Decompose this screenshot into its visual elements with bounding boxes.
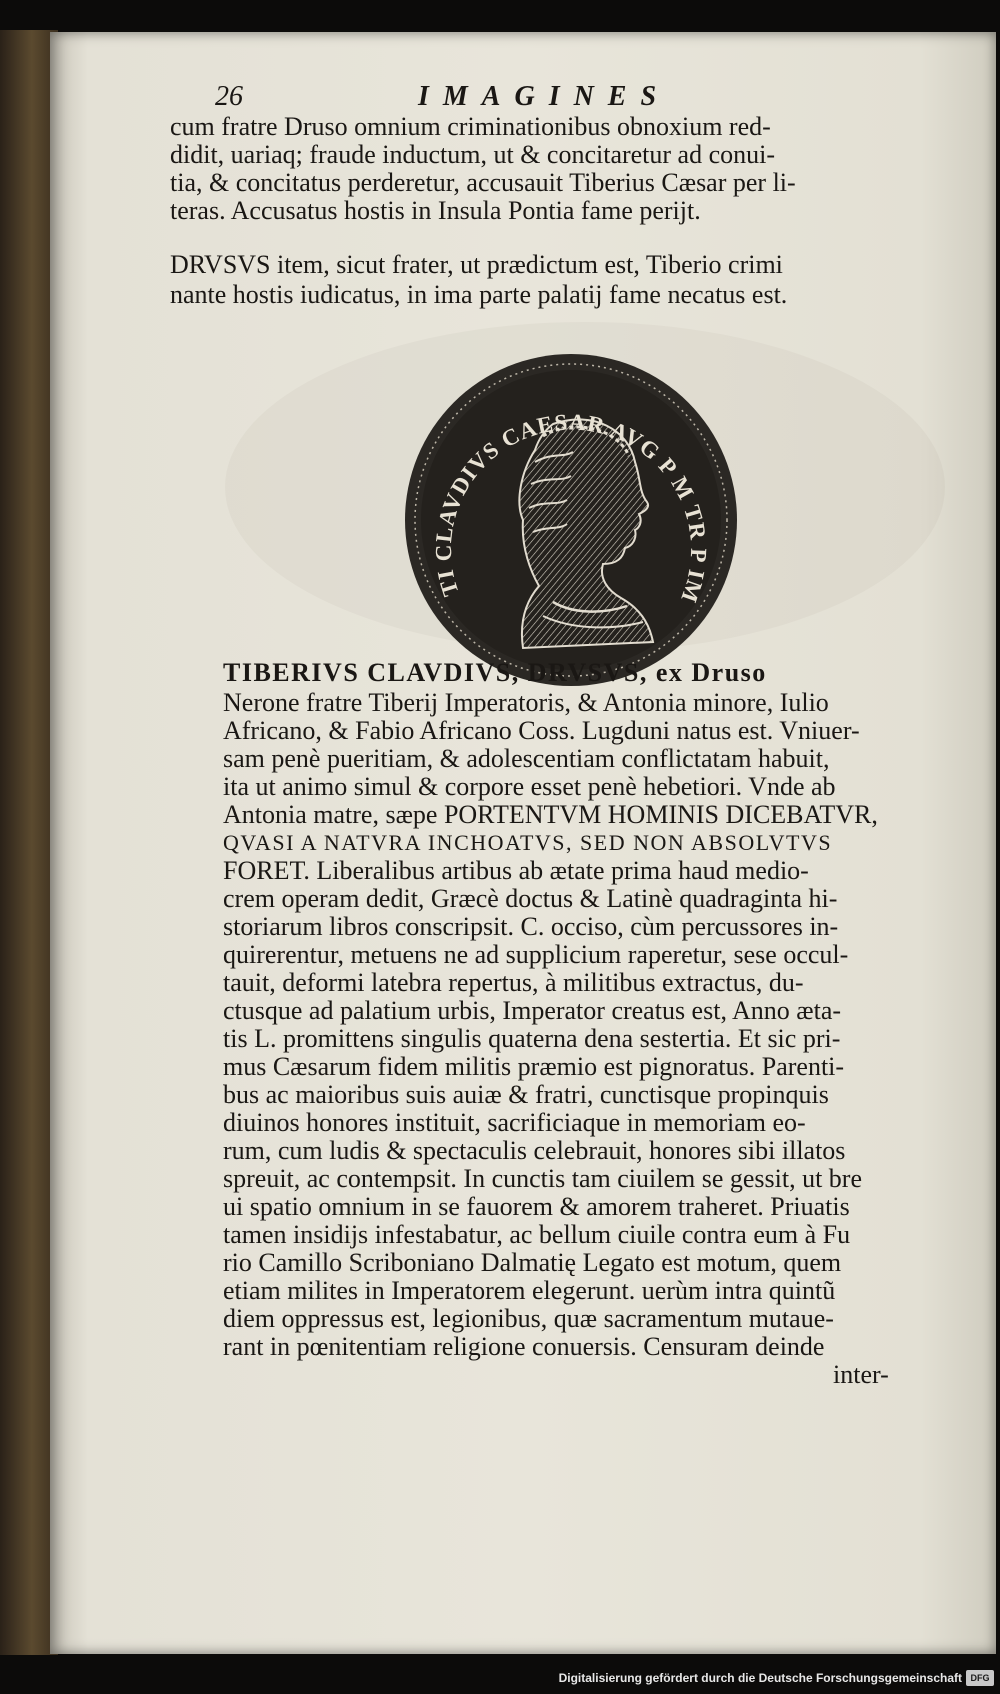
dfg-logo-icon: DFG	[966, 1670, 994, 1686]
text-line: tia, & concitatus perderetur, accusauit Tiberius Cæsar per li-	[170, 168, 796, 197]
text-line: Antonia matre, sæpe PORTENTVM HOMINIS DICEBATVR,	[223, 800, 878, 829]
text-line: ctusque ad palatium urbis, Imperator creatus est, Anno æta-	[223, 996, 842, 1025]
text-line: tamen insidijs infestabatur, ac bellum ciuile contra eum à Fu	[223, 1220, 851, 1249]
text-line: didit, uariaq; fraude inductum, ut & concitaretur ad conui-	[170, 140, 776, 169]
catchword: inter-	[833, 1360, 889, 1389]
footer-credit: Digitalisierung gefördert durch die Deutsche Forschungsgemeinschaft	[558, 1671, 962, 1685]
coin-medallion	[403, 352, 739, 688]
text-line: QVASI A NATVRA INCHOATVS, SED NON ABSOLVTVS	[223, 830, 833, 855]
text-line: tauit, deformi latebra repertus, à militibus extractus, du-	[223, 968, 804, 997]
text-line: DRVSVS item, sicut frater, ut prædictum est, Tiberio crimi	[170, 250, 783, 279]
text-line: bus ac maioribus suis auiæ & fratri, cunctisque propinquis	[223, 1080, 829, 1109]
text-line: ita ut animo simul & corpore esset penè hebetiori. Vnde ab	[223, 772, 836, 801]
text-line: rant in pœnitentiam religione conuersis. Censuram deinde	[223, 1332, 825, 1361]
text-line: spreuit, ac contempsit. In cunctis tam ciuilem se gessit, ut bre	[223, 1164, 863, 1193]
emperor-bust	[519, 419, 653, 648]
text-line: diuinos honores instituit, sacrificiaque in memoriam eo-	[223, 1108, 806, 1137]
text-line: tis L. promittens singulis quaterna dena sestertia. Et sic pri-	[223, 1024, 841, 1053]
text-line: Nerone fratre Tiberij Imperatoris, & Antonia minore, Iulio	[223, 688, 829, 717]
page-number: 26	[215, 81, 243, 112]
coin-legend: TI CLAVDIVS CAESAR AVG P M TR P IM	[430, 409, 712, 607]
text-line: TIBERIVS CLAVDIVS, DRVSVS, ex Druso	[223, 658, 767, 687]
text-line: rum, cum ludis & spectaculis celebrauit, honores sibi illatos	[223, 1136, 846, 1165]
text-line: rio Camillo Scriboniano Dalmatię Legato est motum, quem	[223, 1248, 842, 1277]
text-line: mus Cæsarum fidem militis præmio est pignoratus. Parenti-	[223, 1052, 845, 1081]
text-line: Africano, & Fabio Africano Coss. Lugduni natus est. Vniuer-	[223, 716, 860, 745]
running-title: IMAGINES	[418, 81, 671, 112]
text-line: etiam milites in Imperatorem elegerunt. uerùm intra quintũ	[223, 1276, 836, 1305]
text-line: diem oppressus est, legionibus, quæ sacramentum mutaue-	[223, 1304, 834, 1333]
text-line: sam penè pueritiam, & adolescentiam conflictatam habuit,	[223, 744, 830, 773]
text-line: nante hostis iudicatus, in ima parte palatij fame necatus est.	[170, 280, 788, 309]
text-line: crem operam dedit, Græcè doctus & Latinè quadraginta hi-	[223, 884, 838, 913]
text-line: FORET. Liberalibus artibus ab ætate prima haud medio-	[223, 856, 809, 885]
coin-illustration	[403, 352, 739, 688]
digitization-footer	[0, 1666, 1000, 1694]
text-line: storiarum libros conscripsit. C. occiso, cùm percussores in-	[223, 912, 839, 941]
text-line: quirerentur, metuens ne ad supplicium raperetur, sese occul-	[223, 940, 849, 969]
text-line: teras. Accusatus hostis in Insula Pontia fame perijt.	[170, 196, 701, 225]
text-line: ui spatio omnium in se fauorem & amorem traheret. Priuatis	[223, 1192, 850, 1221]
text-line: cum fratre Druso omnium criminationibus obnoxium red-	[170, 112, 771, 141]
